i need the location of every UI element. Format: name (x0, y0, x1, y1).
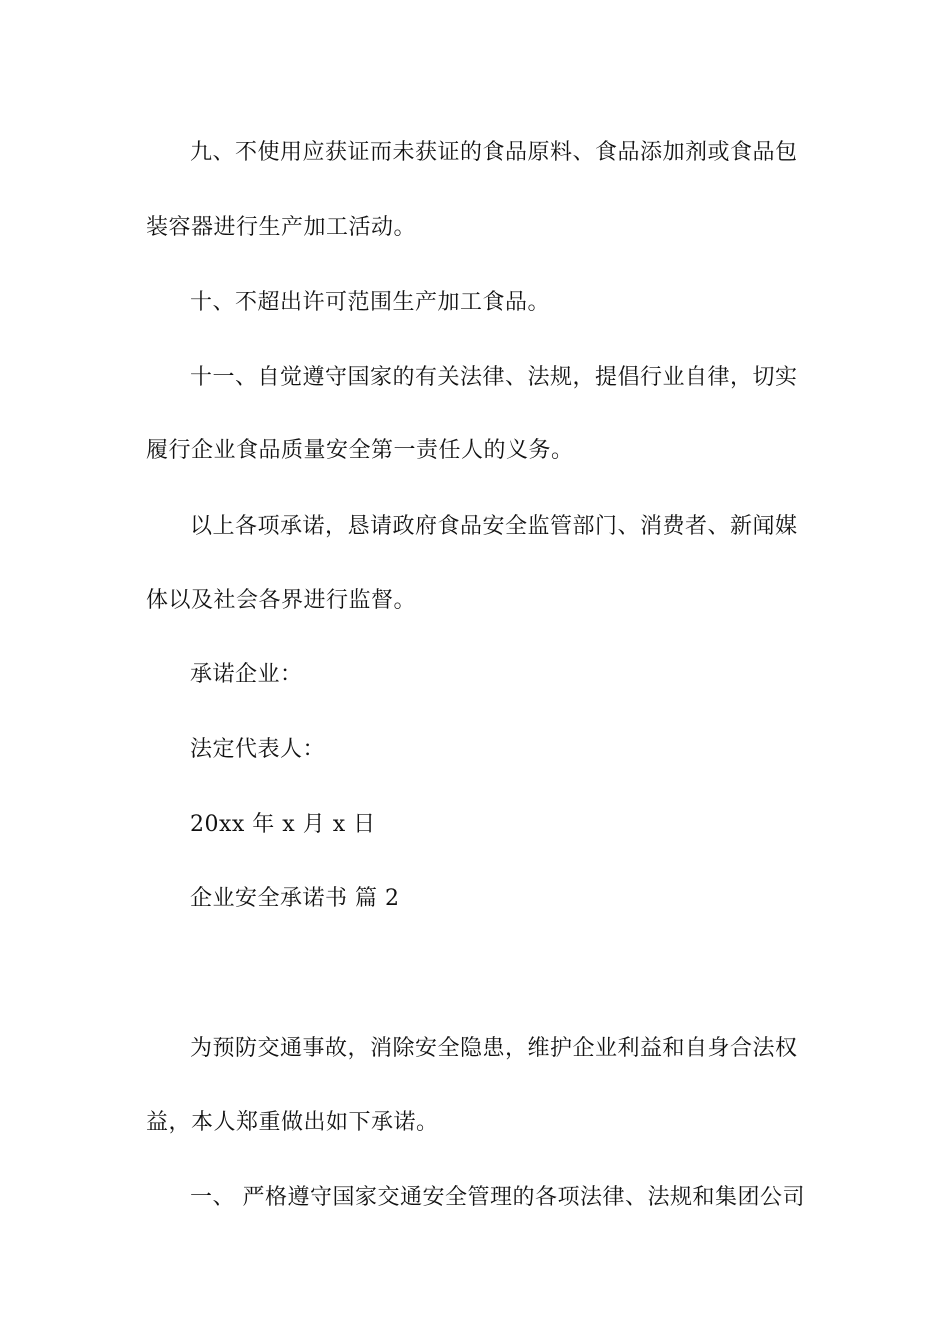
paragraph-intro-line-2: 益，本人郑重做出如下承诺。 (146, 1110, 439, 1135)
paragraph-supervision-line-2: 体以及社会各界进行监督。 (146, 588, 417, 613)
paragraph-item-11-line-2: 履行企业食品质量安全第一责任人的义务。 (146, 438, 574, 463)
signature-legal-representative: 法定代表人： (190, 737, 326, 762)
paragraph-item-11-line-1: 十一、自觉遵守国家的有关法律、法规，提倡行业自律，切实 (190, 365, 798, 390)
paragraph-item-10: 十、不超出许可范围生产加工食品。 (190, 290, 551, 315)
paragraph-item-9-line-1: 九、不使用应获证而未获证的食品原料、食品添加剂或食品包 (190, 140, 798, 165)
section-heading-part-2: 企业安全承诺书 篇 2 (190, 886, 400, 911)
paragraph-intro-line-1: 为预防交通事故，消除安全隐患，维护企业利益和自身合法权 (190, 1036, 798, 1061)
paragraph-supervision-line-1: 以上各项承诺，恳请政府食品安全监管部门、消费者、新闻媒 (190, 514, 798, 539)
paragraph-item-9-line-2: 装容器进行生产加工活动。 (146, 215, 417, 240)
paragraph-item-1-line-1: 一、 严格遵守国家交通安全管理的各项法律、法规和集团公司 (190, 1185, 805, 1210)
signature-date: 20xx 年 x 月 x 日 (190, 812, 376, 837)
signature-company: 承诺企业： (190, 662, 303, 687)
